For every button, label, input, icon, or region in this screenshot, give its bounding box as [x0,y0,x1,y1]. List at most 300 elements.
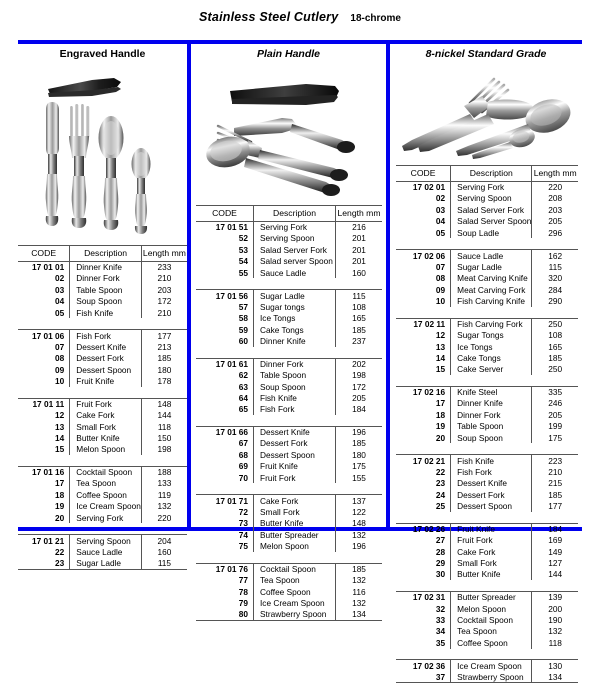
table-row [396,341,578,352]
cell-length: 119 [157,489,172,500]
table-row [196,518,382,529]
cell-code: 65 [196,404,254,415]
cell-length: 198 [352,370,366,381]
cell-length: 220 [157,512,172,523]
cell-code: 74 [196,529,254,540]
cell-code: 17 [396,398,451,409]
cell-description: Ice Cream Spoon [254,597,336,608]
cell-description: Serving Spoon [254,233,336,244]
cell-description: Meat Carving Fork [451,284,532,295]
cell-length: 202 [336,358,383,369]
cell-code: 14 [396,352,451,363]
plain-handle-cutlery-photo [196,66,382,202]
cell-code: 79 [196,597,254,608]
table-group-gap [196,483,382,494]
cell-length: 162 [532,250,578,261]
table-row [18,307,187,318]
table-row [18,546,187,557]
cell-code: 18 [396,409,451,420]
cell-length: 199 [548,421,563,432]
cell-description: Fruit Fork [451,535,532,546]
price-table-8-nickel-standard-grade [396,165,578,683]
table-row [396,318,578,329]
table-row [396,569,578,580]
cell-code: 08 [396,273,451,284]
cell-length: 137 [336,495,383,506]
cell-description: Fruit Knife [254,461,336,472]
cell-description: Strawberry Spoon [451,671,532,682]
cell-length: 220 [532,182,578,193]
cell-description: Fish Fork [254,404,336,415]
table-row [396,193,578,204]
cell-code: 73 [196,518,254,529]
table-row [18,512,187,523]
cell-code: 09 [396,284,451,295]
cell-description: Small Fork [70,421,142,432]
cell-length: 284 [548,284,563,295]
table-row [196,301,382,312]
table-row [396,432,578,443]
table-row [196,586,382,597]
table-row [196,256,382,267]
cell-code: 17 01 76 [196,563,254,574]
cell-description: Coffee Spoon [451,637,532,648]
table-group-gap [396,580,578,591]
cell-code: 57 [196,301,254,312]
cell-code: 72 [196,506,254,517]
cell-description: Melon Spoon [254,540,336,551]
table-row [18,284,187,295]
cell-length: 177 [548,500,563,511]
cell-code: 13 [396,341,451,352]
cell-description: Dessert Spoon [254,449,336,460]
cell-description: Cake Fork [70,410,142,421]
cell-length: 188 [141,467,187,478]
cell-description: Meat Carving Knife [451,273,532,284]
cell-description: Salad Server Fork [451,204,532,215]
cell-code: 77 [196,575,254,586]
table-row [396,671,578,682]
cell-description: Fish Knife [451,455,532,466]
table-row [396,295,578,306]
table-row [196,358,382,369]
cell-code: 55 [196,267,254,278]
cell-code: 80 [196,609,254,620]
cell-length: 132 [548,626,563,637]
table-row [18,489,187,500]
cell-description: Dessert Spoon [451,500,532,511]
cell-length: 290 [548,295,563,306]
cell-code: 52 [196,233,254,244]
cell-code: 17 02 36 [396,660,451,671]
cell-length: 215 [548,478,563,489]
cell-description: Knife Steel [451,387,532,398]
cell-length: 198 [157,444,172,455]
page-title-main: Stainless Steel Cutlery [199,10,339,24]
table-header-length: Length mm [532,166,578,182]
cell-description: Fruit Knife [70,375,142,386]
cell-code: 59 [196,324,254,335]
cell-length: 184 [352,404,366,415]
cell-length: 296 [548,227,563,238]
cell-length: 132 [352,597,366,608]
cell-description: Butter Spreader [451,592,532,603]
cell-length: 169 [548,535,563,546]
cell-description: Soup Ladle [451,227,532,238]
cell-length: 165 [352,313,366,324]
table-header-length: Length mm [141,246,187,262]
cell-length: 250 [548,364,563,375]
table-row [196,404,382,415]
cell-length: 210 [157,307,172,318]
cell-length: 185 [548,352,563,363]
cell-code: 07 [18,341,70,352]
cell-description: Fish Knife [70,307,142,318]
cell-code: 17 02 31 [396,592,451,603]
cell-code: 07 [396,261,451,272]
cell-code: 69 [196,461,254,472]
table-row [196,290,382,301]
cell-code: 29 [396,557,451,568]
cell-description: Cake Server [451,364,532,375]
cell-code: 37 [396,671,451,682]
top-divider-rule [18,40,582,44]
table-header-code: CODE [196,206,254,222]
table-header-description: Description [254,206,336,222]
table-header-description: Description [451,166,532,182]
table-row [396,592,578,603]
cell-code: 35 [396,637,451,648]
cell-code: 23 [396,478,451,489]
cell-length: 216 [336,222,383,233]
cell-code: 75 [196,540,254,551]
cell-length: 185 [548,489,563,500]
cell-description: Soup Spoon [254,381,336,392]
cell-description: Cake Fork [451,546,532,557]
cell-length: 160 [352,267,366,278]
cell-description: Dessert Knife [70,341,142,352]
cell-code: 04 [396,216,451,227]
table-row [18,398,187,409]
cell-code: 67 [196,438,254,449]
table-row [396,603,578,614]
cell-length: 130 [532,660,578,671]
table-row [196,609,382,620]
table-row [18,353,187,364]
cell-code: 24 [396,489,451,500]
cell-code: 02 [18,273,70,284]
cell-description: Coffee Spoon [70,489,142,500]
cell-code: 17 01 01 [18,262,70,273]
cell-description: Fish Fork [70,330,142,341]
cell-code: 17 01 61 [196,358,254,369]
table-row [396,261,578,272]
cell-description: Serving Fork [70,512,142,523]
cell-length: 205 [548,409,563,420]
cell-description: Small Fork [451,557,532,568]
cell-description: Fruit Knife [451,523,532,534]
cell-description: Sauce Ladle [451,250,532,261]
column-header-8-nickel-standard-grade: 8-nickel Standard Grade [425,48,547,60]
cell-description: Sugar tongs [254,301,336,312]
cell-length: 177 [141,330,187,341]
cell-length: 155 [352,472,366,483]
cell-length: 246 [548,398,563,409]
cell-description: Serving Fork [451,182,532,193]
table-row [196,244,382,255]
cell-description: Sauce Ladle [70,546,142,557]
cell-description: Melon Spoon [70,444,142,455]
cell-description: Dinner Knife [451,398,532,409]
table-row [396,637,578,648]
cell-length: 203 [548,204,563,215]
table-row [396,421,578,432]
cell-length: 184 [532,523,578,534]
table-header-code: CODE [18,246,70,262]
cell-length: 115 [336,290,383,301]
cell-length: 201 [352,244,366,255]
cell-description: Cocktail Spoon [70,467,142,478]
table-row [18,341,187,352]
table-row [18,421,187,432]
cell-code: 60 [196,335,254,346]
cell-length: 108 [352,301,366,312]
cell-length: 165 [548,341,563,352]
cell-description: Butter Knife [451,569,532,580]
cell-description: Table Spoon [70,284,142,295]
table-row [396,227,578,238]
table-row [196,438,382,449]
cell-code: 17 02 11 [396,318,451,329]
cell-length: 175 [548,432,563,443]
cell-code: 10 [396,295,451,306]
table-group-gap [196,552,382,563]
cell-description: Fish Carving Fork [451,318,532,329]
cell-code: 09 [18,364,70,375]
cell-description: Sauce Ladle [254,267,336,278]
cell-description: Cake Tongs [254,324,336,335]
cell-length: 335 [532,387,578,398]
cell-description: Dessert Fork [451,489,532,500]
cell-code: 17 02 01 [396,182,451,193]
cell-length: 115 [548,261,562,272]
table-row [196,370,382,381]
table-group-gap [18,455,187,466]
table-row [396,387,578,398]
cell-length: 133 [157,478,172,489]
cell-length: 180 [157,364,172,375]
cell-code: 02 [396,193,451,204]
cell-description: Sugar Ladle [70,558,142,569]
table-header-length: Length mm [336,206,383,222]
cell-code: 12 [18,410,70,421]
table-row [396,523,578,534]
table-row [396,546,578,557]
table-row [396,398,578,409]
table-row [196,222,382,233]
cell-length: 139 [532,592,578,603]
table-row [196,313,382,324]
column-header-engraved-handle: Engraved Handle [59,48,146,60]
cell-length: 115 [141,558,187,569]
cell-description: Dinner Fork [70,273,142,284]
table-row [396,182,578,193]
table-row [396,535,578,546]
cell-description: Salad Server Fork [254,244,336,255]
engraved-handle-cutlery-photo [22,66,184,242]
cell-code: 22 [396,466,451,477]
table-row [196,427,382,438]
cell-description: Table Spoon [254,370,336,381]
table-header-description: Description [70,246,142,262]
cell-length: 172 [352,381,366,392]
table-row [18,478,187,489]
table-row [396,626,578,637]
cell-code: 17 02 21 [396,455,451,466]
page-title [0,8,600,26]
cell-description: Butter Knife [254,518,336,529]
page-title-subtitle: 18-chrome [350,13,401,24]
table-row [196,597,382,608]
table-row [396,557,578,568]
cell-description: Fish Knife [254,392,336,403]
cell-code: 03 [18,284,70,295]
table-row [396,204,578,215]
table-group-gap [396,443,578,454]
cell-description: Sugar Tongs [451,330,532,341]
cell-description: Dessert Fork [70,353,142,364]
table-row [196,495,382,506]
cell-description: Salad server Spoon [254,256,336,267]
cell-length: 175 [352,461,366,472]
table-row [18,330,187,341]
table-row [196,506,382,517]
cell-code: 20 [396,432,451,443]
cell-code: 78 [196,586,254,597]
cell-code: 08 [18,353,70,364]
table-row [18,364,187,375]
cell-length: 144 [157,410,172,421]
cell-code: 15 [396,364,451,375]
price-table-plain-handle [196,205,382,621]
cell-code: 19 [18,501,70,512]
cell-length: 144 [548,569,563,580]
cell-length: 150 [157,432,172,443]
cell-code: 03 [396,204,451,215]
cell-code: 64 [196,392,254,403]
table-row [196,392,382,403]
table-header-code: CODE [396,166,451,182]
cell-description: Dinner Fork [451,409,532,420]
cell-length: 205 [352,392,366,403]
table-row [396,455,578,466]
cell-code: 28 [396,546,451,557]
table-row [18,535,187,546]
column-header-plain-handle: Plain Handle [256,48,320,60]
cell-code: 17 [18,478,70,489]
table-row [18,432,187,443]
cell-description: Melon Spoon [451,603,532,614]
cell-code: 68 [196,449,254,460]
cell-length: 148 [141,398,187,409]
cell-code: 27 [396,535,451,546]
cell-code: 17 01 71 [196,495,254,506]
cell-length: 185 [336,563,383,574]
table-row [18,467,187,478]
table-row [396,284,578,295]
table-row [396,364,578,375]
cell-length: 233 [141,262,187,273]
table-row [396,330,578,341]
table-group-gap [196,278,382,289]
table-row [196,449,382,460]
cell-code: 17 01 11 [18,398,70,409]
cell-code: 34 [396,626,451,637]
cell-length: 196 [352,540,366,551]
cell-code: 33 [396,614,451,625]
cell-description: Serving Spoon [70,535,142,546]
cell-description: Ice Cream Spoon [70,501,142,512]
cell-description: Serving Fork [254,222,336,233]
cell-description: Ice Tongs [254,313,336,324]
column-divider-1 [187,40,191,531]
table-row [396,614,578,625]
table-group-gap [196,347,382,358]
cell-length: 213 [157,341,172,352]
column-divider-2 [386,40,390,531]
cell-description: Sugar Ladle [254,290,336,301]
table-row [396,352,578,363]
cell-description: Butter Spreader [254,529,336,540]
cell-code: 17 01 56 [196,290,254,301]
cell-length: 203 [157,284,172,295]
cell-code: 62 [196,370,254,381]
table-group-gap [18,318,187,329]
cell-code: 23 [18,558,70,569]
cell-code: 17 01 16 [18,467,70,478]
cell-length: 200 [548,603,563,614]
cell-description: Butter Knife [70,432,142,443]
cell-code: 04 [18,296,70,307]
table-row [196,233,382,244]
table-group-gap [396,375,578,386]
cell-code: 32 [396,603,451,614]
8-nickel-standard-grade-cutlery-photo [396,66,578,162]
cell-length: 178 [157,375,172,386]
cell-length: 160 [157,546,172,557]
table-row [396,489,578,500]
cell-length: 196 [336,427,383,438]
table-row [18,273,187,284]
cell-length: 132 [352,575,366,586]
cell-length: 210 [157,273,172,284]
cell-length: 127 [548,557,563,568]
cell-description: Serving Spoon [451,193,532,204]
cell-description: Tea Spoon [70,478,142,489]
cell-code: 19 [396,421,451,432]
cell-length: 185 [352,438,366,449]
cell-length: 185 [352,324,366,335]
cell-code: 18 [18,489,70,500]
cell-length: 122 [352,506,366,517]
cell-code: 05 [18,307,70,318]
cell-length: 205 [548,216,563,227]
cell-code: 25 [396,500,451,511]
cell-length: 204 [141,535,187,546]
cell-description: Cocktail Spoon [451,614,532,625]
cell-description: Ice Cream Spoon [451,660,532,671]
cell-description: Fish Carving Knife [451,295,532,306]
